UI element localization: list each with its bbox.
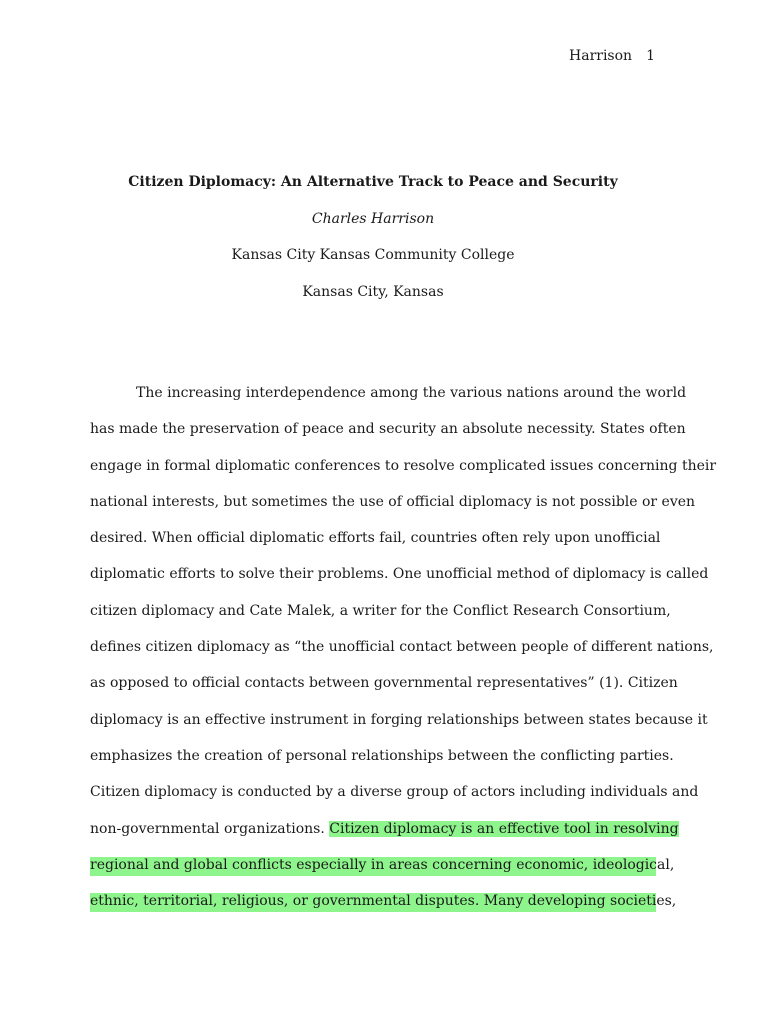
- highlighted-line: [90, 888, 677, 924]
- body-line: defines citizen diplomacy as “the unofficial contact between people of different nations,: [90, 639, 714, 656]
- body-line-partial-highlight: [90, 816, 679, 852]
- body-line: diplomatic efforts to solve their problems. One unofficial method of diplomacy is called: [90, 566, 709, 583]
- highlighted-text: Many developing societies,: [483, 893, 677, 910]
- body-line: emphasizes the creation of personal relationships between the conflicting parties.: [90, 747, 674, 764]
- body-line: diplomacy is an effective instrument in forging relationships between states because it: [90, 711, 708, 728]
- highlighted-text: Citizen diplomacy is an effective tool in resolving: [329, 820, 679, 837]
- paper-title: Citizen Diplomacy: An Alternative Track to Peace and Security: [128, 174, 618, 190]
- body-line: Citizen diplomacy is conducted by a diverse group of actors including individuals and: [90, 784, 699, 801]
- title-block: [90, 164, 656, 310]
- body-line: engage in formal diplomatic conferences to resolve complicated issues concerning their: [90, 457, 717, 474]
- body-paragraph: [90, 380, 717, 924]
- body-line: as opposed to official contacts between governmental representatives” (1). Citizen: [90, 675, 678, 692]
- body-line: The increasing interdependence among the various nations around the world: [136, 385, 687, 401]
- location: Kansas City, Kansas: [302, 283, 444, 300]
- author-name: Charles Harrison: [311, 210, 435, 227]
- institution: Kansas City Kansas Community College: [231, 247, 515, 263]
- running-head: [569, 46, 655, 66]
- body-line: citizen diplomacy and Cate Malek, a writer for the Conflict Research Consortium,: [90, 602, 671, 619]
- highlighted-line: regional and global conflicts especially in areas concerning economic, ideological,: [90, 852, 656, 888]
- page-number: 1: [646, 48, 655, 64]
- running-head-author: Harrison: [569, 48, 633, 64]
- body-line: national interests, but sometimes the use of official diplomacy is not possible or even: [90, 493, 696, 510]
- body-line: has made the preservation of peace and security an absolute necessity. States often: [90, 421, 686, 438]
- highlighted-text: ethnic, territorial, religious, or governmental disputes.: [90, 893, 480, 910]
- body-text-plain: non-governmental organizations.: [90, 820, 325, 837]
- body-line: desired. When official diplomatic efforts fail, countries often rely upon unofficial: [90, 530, 661, 547]
